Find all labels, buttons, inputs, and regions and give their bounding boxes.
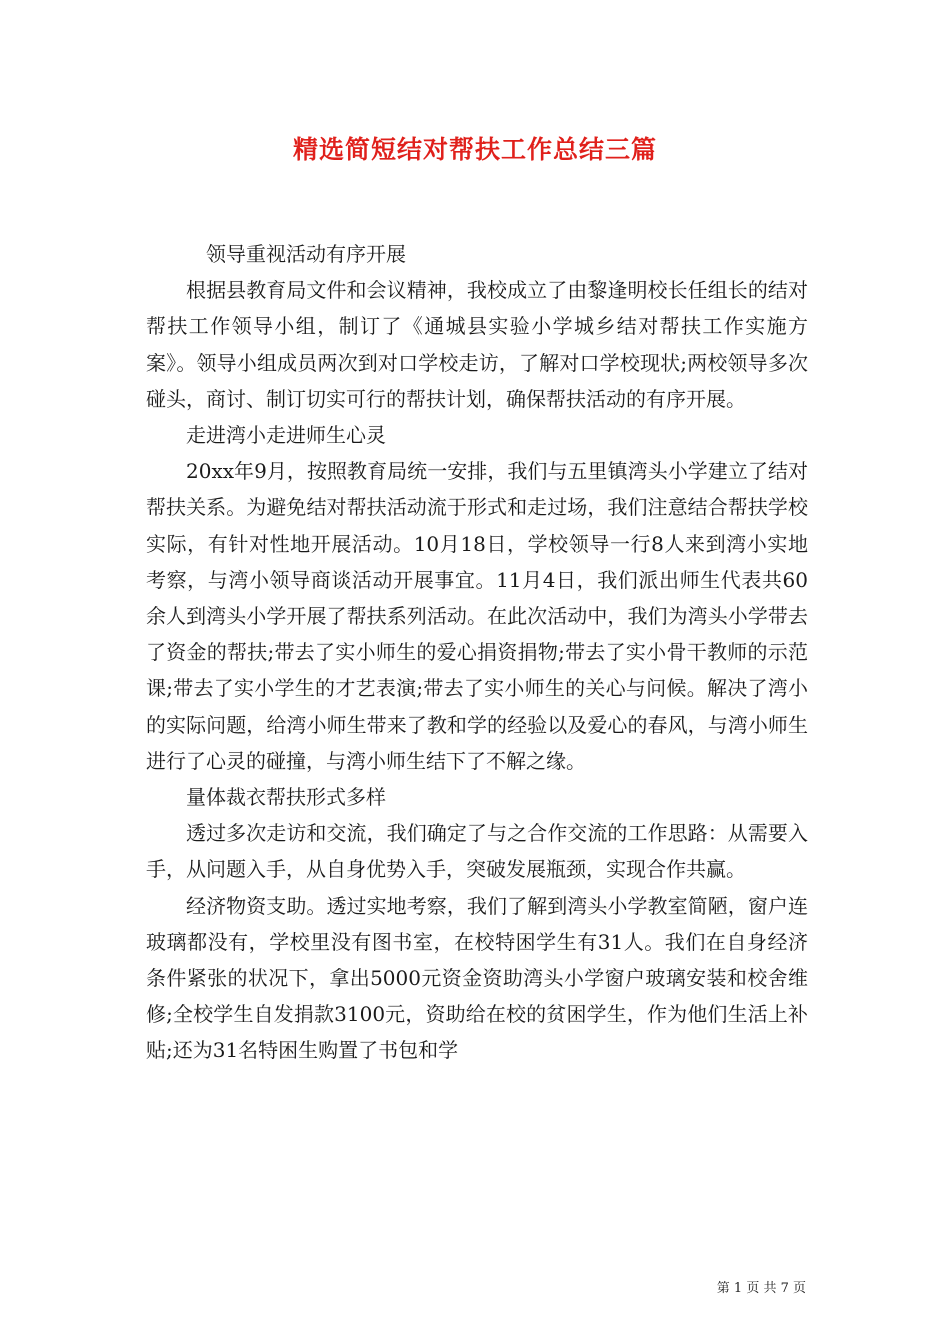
body-paragraph: 20xx年9月，按照教育局统一安排，我们与五里镇湾头小学建立了结对帮扶关系。为避免结对帮扶活动流于形式和走过场，我们注意结合帮扶学校实际，有针对性地开展活动。10月18日，学校领导一行8人来到湾小实地考察，与湾小领导商谈活动开展事宜。11月4日，我们派出师生代表共60余人到湾头小学开展了帮扶系列活动。在此次活动中，我们为湾头小学带去了资金的帮扶;带去了实小师生的爱心捐资捐物;带去了实小骨干教师的示范课;带去了实小学生的才艺表演;带去了实小师生的关心与问候。解决了湾小的实际问题，给湾小师生带来了教和学的经验以及爱心的春风，与湾小师生进行了心灵的碰撞，与湾小师生结下了不解之缘。 [146,459,808,773]
section-heading: 领导重视活动有序开展 [206,242,406,266]
body-paragraph: 根据县教育局文件和会议精神，我校成立了由黎逢明校长任组长的结对帮扶工作领导小组，制订了《通城县实验小学城乡结对帮扶工作实施方案》。领导小组成员两次到对口学校走访，了解对口学校现状;两校领导多次碰头，商讨、制订切实可行的帮扶计划，确保帮扶活动的有序开展。 [146,278,808,411]
document-title: 精选简短结对帮扶工作总结三篇 [292,135,657,164]
section-heading: 走进湾小走进师生心灵 [186,423,386,448]
document-body [146,236,808,1069]
body-paragraph: 透过多次走访和交流，我们确定了与之合作交流的工作思路：从需要入手，从问题入手，从自身优势入手，突破发展瓶颈，实现合作共赢。 [146,821,808,882]
section-heading: 量体裁衣帮扶形式多样 [186,785,386,810]
page-number-footer: 第 1 页 共 7 页 [716,1281,806,1296]
body-paragraph: 经济物资支助。透过实地考察，我们了解到湾头小学教室简陋，窗户连玻璃都没有，学校里没有图书室，在校特困学生有31人。我们在自身经济条件紧张的状况下，拿出5000元资金资助湾头小学窗户玻璃安装和校舍维修;全校学生自发捐款3100元，资助给在校的贫困学生，作为他们生活上补贴;还为31名特困生购置了书包和学 [146,893,808,1063]
